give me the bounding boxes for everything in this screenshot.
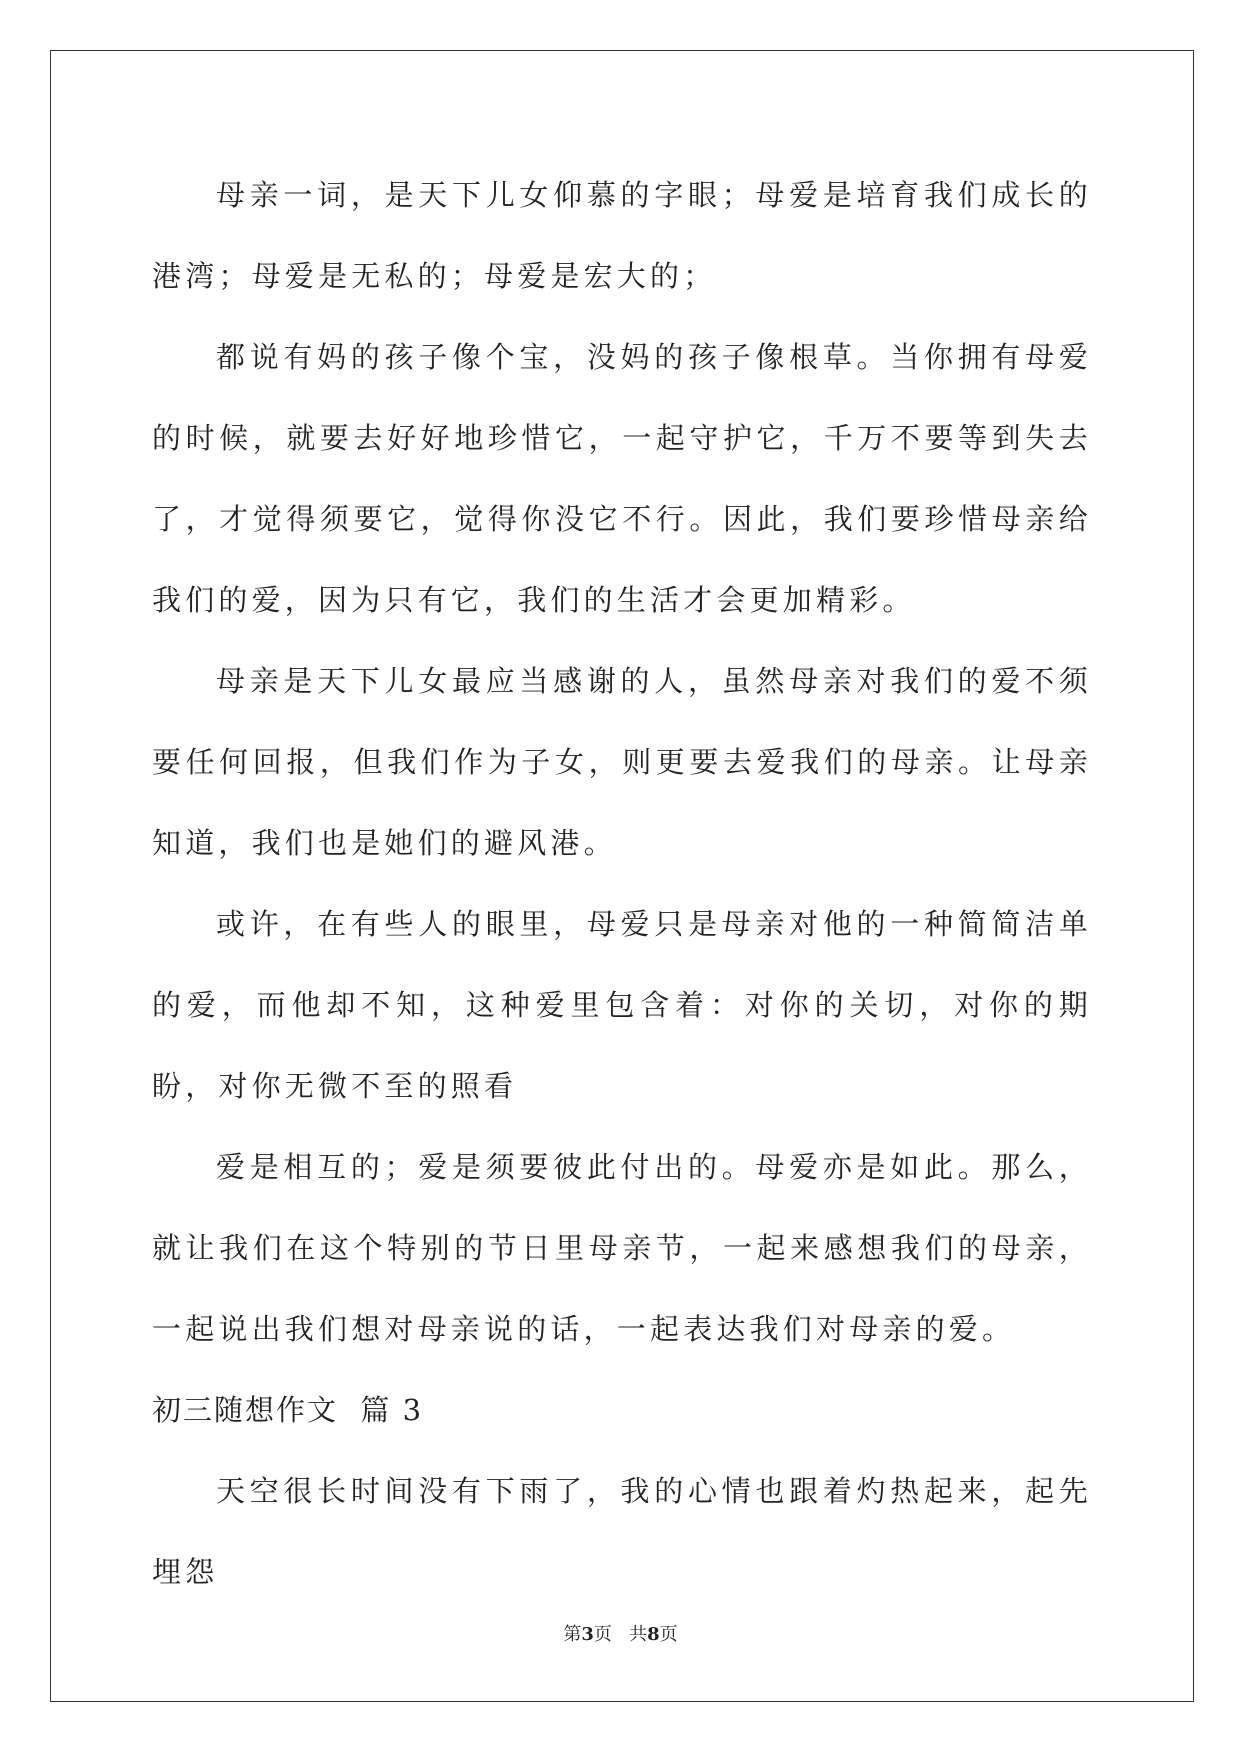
- page-footer: [0, 1620, 1241, 1646]
- paragraph-4: 或许，在有些人的眼里，母爱只是母亲对他的一种简简洁单的爱，而他却不知，这种爱里包含着：对你的关切，对你的期盼，对你无微不至的照看: [152, 907, 1092, 1103]
- total-pages: 8: [647, 1624, 660, 1645]
- paragraph-6: 天空很长时间没有下雨了，我的心情也跟着灼热起来，起先埋怨: [152, 1474, 1092, 1589]
- page-number: 3: [581, 1624, 594, 1645]
- total-suffix: 页: [659, 1624, 678, 1645]
- paragraph-3: 母亲是天下儿女最应当感谢的人，虽然母亲对我们的爱不须要任何回报，但我们作为子女，则更要去爱我们的母亲。让母亲知道，我们也是她们的避风港。: [152, 664, 1092, 860]
- paragraph-2: 都说有妈的孩子像个宝，没妈的孩子像根草。当你拥有母爱的时候，就要去好好地珍惜它，一起守护它，千万不要等到失去了，才觉得须要它，觉得你没它不行。因此，我们要珍惜母亲给我们的爱，因为只有它，我们的生活才会更加精彩。: [152, 340, 1092, 617]
- page-prefix: 第: [563, 1624, 582, 1645]
- paragraph-1: 母亲一词，是天下儿女仰慕的字眼；母爱是培育我们成长的港湾；母爱是无私的；母爱是宏大的；: [152, 178, 1092, 293]
- page-suffix: 页: [593, 1624, 612, 1645]
- section-heading: 初三随想作文 篇 3: [152, 1393, 424, 1427]
- total-prefix: 共: [629, 1624, 648, 1645]
- document-body: [152, 155, 1092, 1613]
- paragraph-5: 爱是相互的；爱是须要彼此付出的。母爱亦是如此。那么，就让我们在这个特别的节日里母亲节，一起来感想我们的母亲，一起说出我们想对母亲说的话，一起表达我们对母亲的爱。: [152, 1150, 1092, 1346]
